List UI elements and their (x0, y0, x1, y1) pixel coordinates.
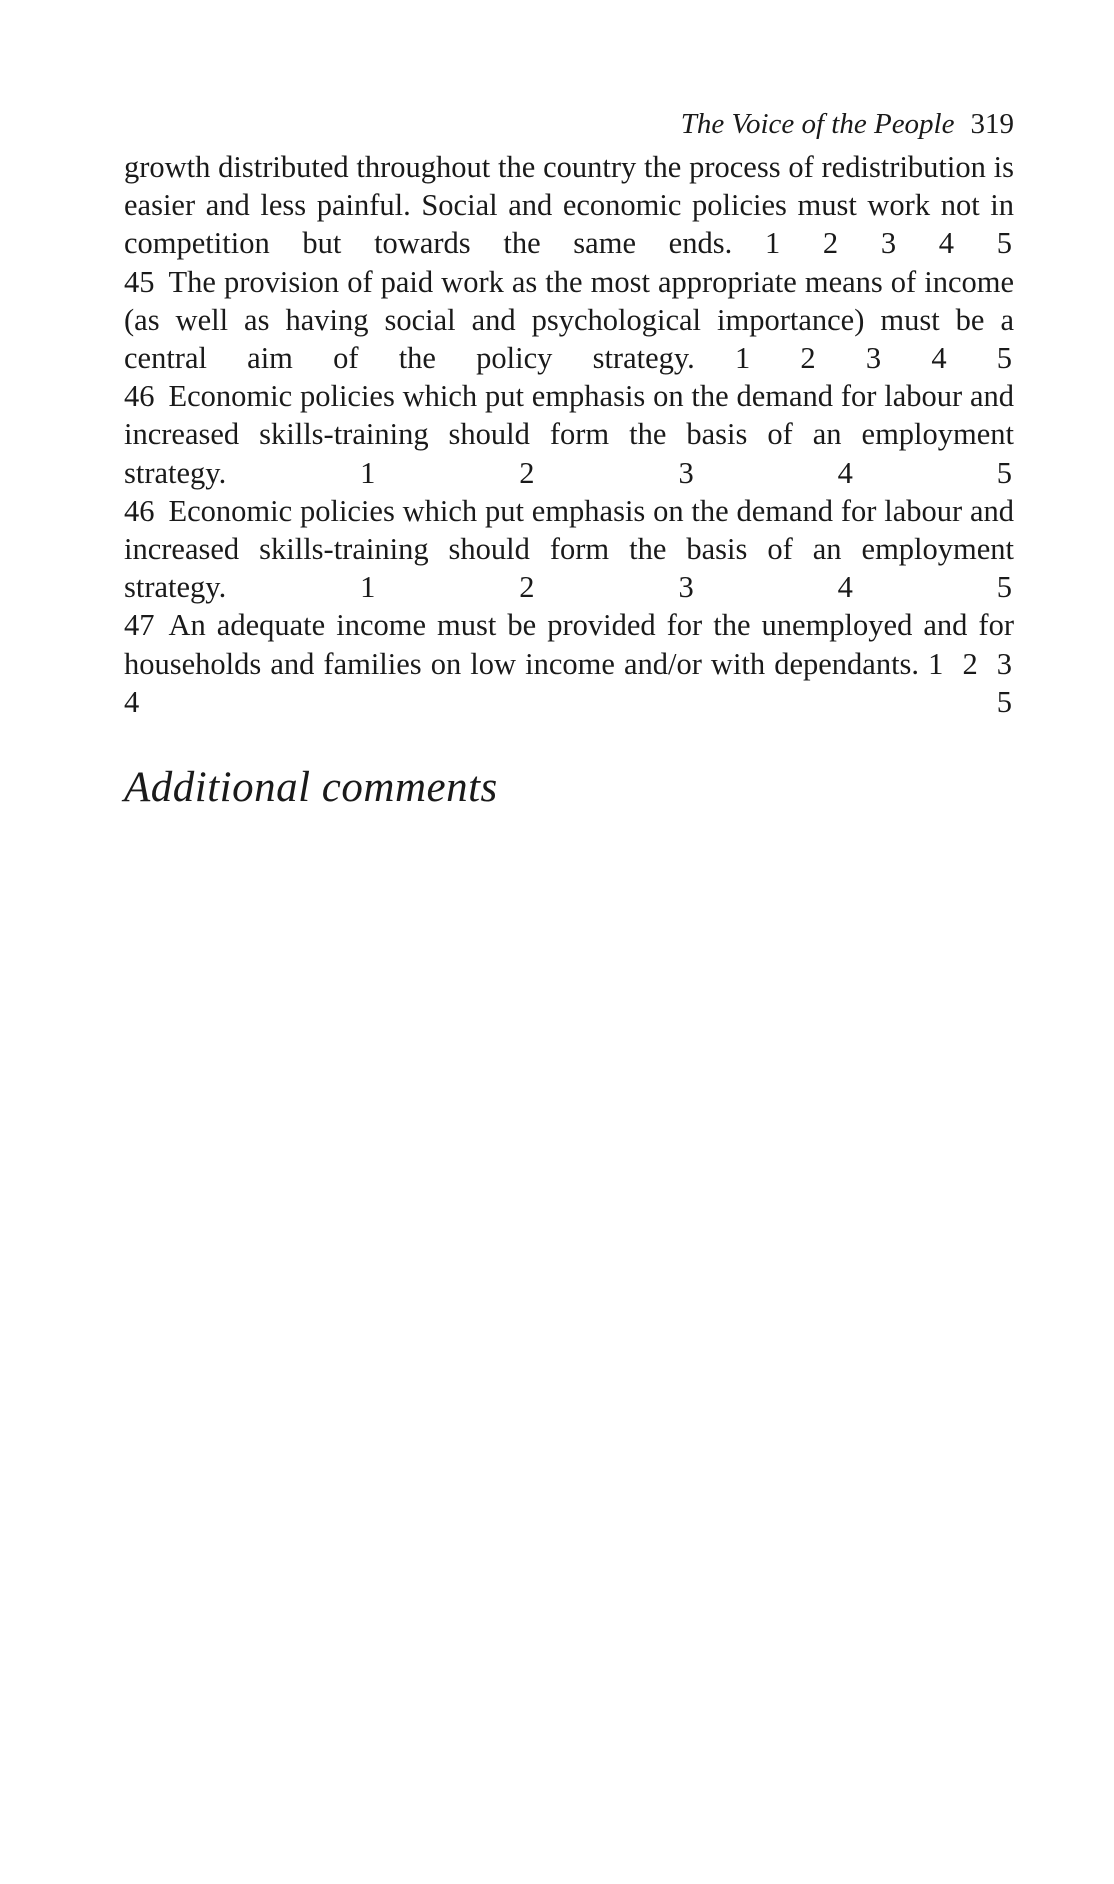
paragraph-text: Economic policies which put emphasis on the demand for labour and increased skills-training should form the basis of an employment strategy. (124, 493, 1014, 605)
item-47 (124, 606, 1014, 721)
rating-scale: 1 2 3 4 5 (124, 646, 1015, 719)
item-number: 46 (124, 493, 155, 528)
item-number: 46 (124, 379, 155, 414)
rating-scale: 1 2 3 4 5 (360, 570, 1015, 605)
paragraph-text: The provision of paid work as the most appropriate means of income (as well as having social and psychological importance) must be a central aim of the policy strategy. (124, 264, 1014, 376)
book-page (124, 100, 1014, 812)
page-number: 319 (970, 108, 1014, 140)
item-number: 45 (124, 264, 155, 299)
paragraph-text: Economic policies which put emphasis on the demand for labour and increased skills-training should form the basis of an employment strategy. (124, 379, 1014, 490)
item-46 (124, 377, 1014, 492)
item-45 (124, 263, 1014, 378)
item-number: 47 (124, 608, 155, 643)
rating-scale: 1 2 3 4 5 (764, 226, 1015, 261)
running-head-title: The Voice of the People (680, 108, 955, 140)
section-heading: Additional comments (124, 764, 498, 812)
paragraph-continuation (124, 148, 1014, 263)
rating-scale: 1 2 3 4 5 (734, 341, 1015, 376)
paragraph-text: growth distributed throughout the country the process of redistribution is easier and less painful. Social and economic policies must work not in competition but towards the same ends. (124, 150, 1014, 261)
rating-scale: 1 2 3 4 5 (360, 455, 1015, 490)
questionnaire-items (124, 148, 1014, 721)
item-46-repeat (124, 492, 1014, 607)
running-head (124, 100, 1014, 148)
paragraph-text: An adequate income must be provided for the unemployed and for households and families on low income and/or with dependants. (124, 608, 1014, 681)
